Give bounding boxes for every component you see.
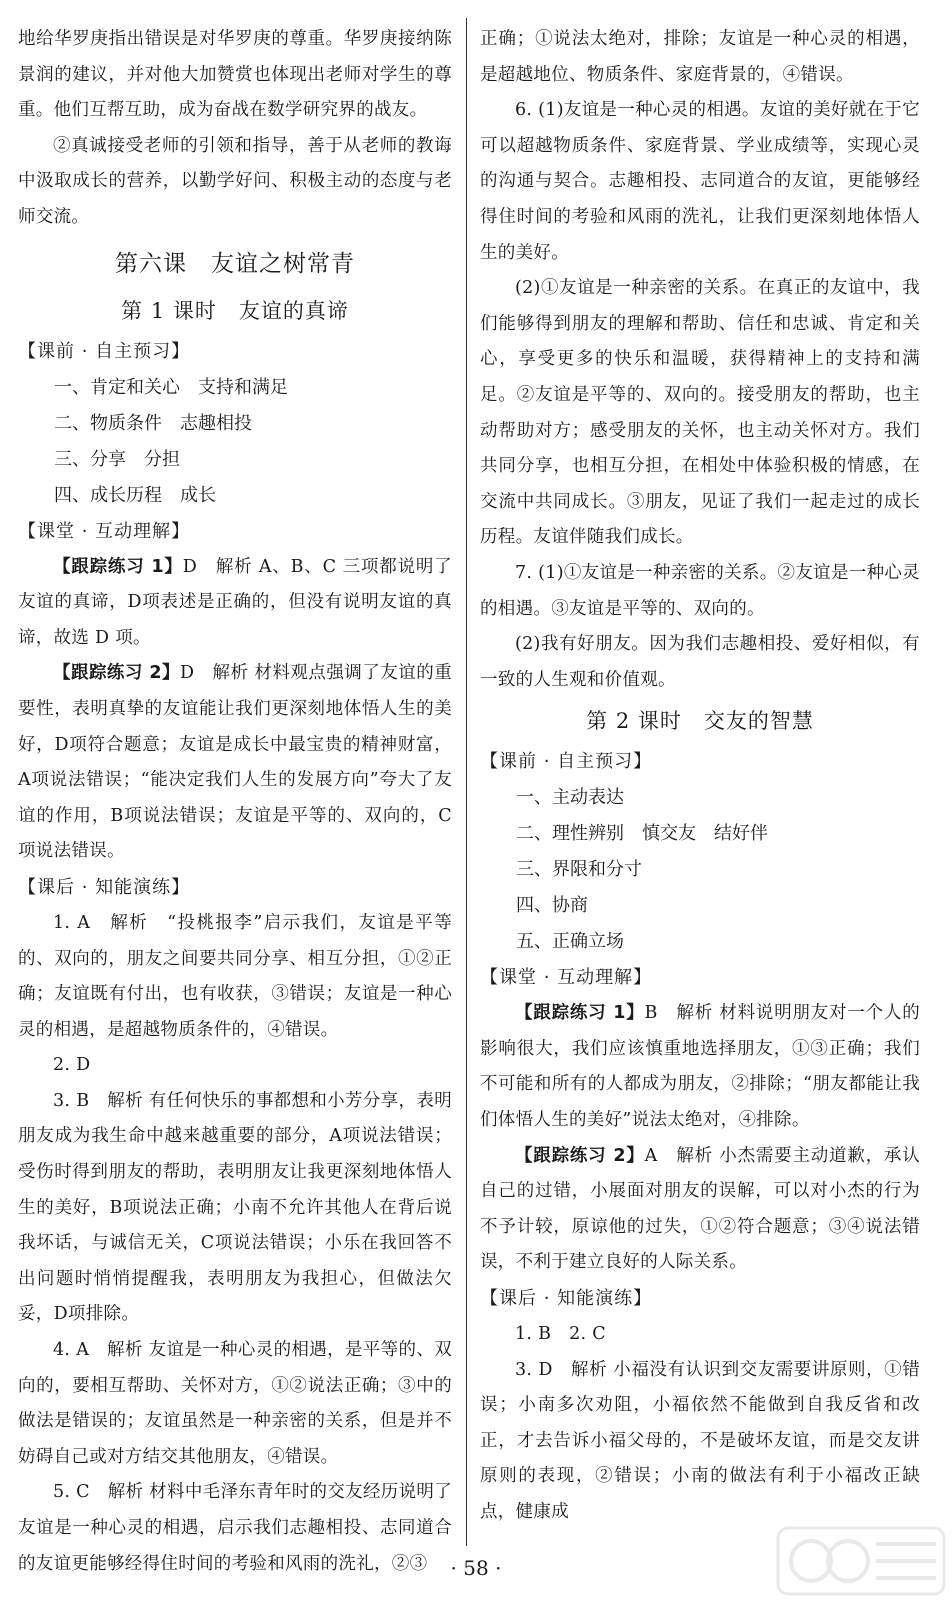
answer-3: 3. B 解析 有任何快乐的事都想和小芳分享，表明朋友成为我生命中越来越重要的部分，A项说法错误；受伤时得到朋友的帮助，表明朋友让我更深刻地体悟人生的美好，B项说法正确；小南不允许其他人在背后说我坏话，与诚信无关，C项说法错误；小乐在我回答不出问题时悄悄提醒我，表明朋友为我担心，但做法欠妥，D项排除。: [18, 1090, 452, 1325]
track-exercise-1: [18, 550, 452, 657]
answer-6-part-1: 6. (1)友谊是一种心灵的相遇。友谊的美好就在于它可以超越物质条件、家庭背景、学业成绩等，实现心灵的沟通与契合。志趣相投、志同道合的友谊，更能够经得住时间的考验和风雨的洗礼，让我们更深刻地体悟人生的美好。: [480, 100, 920, 263]
answer-2-1-2: 1. B 2. C: [515, 1324, 606, 1345]
pre-item-2: 二、物质条件 志趣相投: [54, 412, 252, 434]
track-2-1-text: B 解析 材料说明朋友对一个人的影响很大，我们应该慎重地选择朋友，①③正确；我们不可能和所有的人都成为朋友，②排除；“朋友都能让我们体悟人生的美好”说法太绝对，④排除。: [480, 1003, 920, 1131]
pre-item-1: 一、肯定和关心 支持和满足: [54, 376, 288, 398]
column-divider: [466, 18, 467, 1546]
answer-2: 2. D: [53, 1055, 91, 1076]
section-pre-study: 【课前 · 自主预习】: [18, 340, 191, 362]
pre-item-2-2: 二、理性辨别 慎交友 结好伴: [516, 823, 768, 845]
track-exercise-2-2: [480, 1139, 920, 1281]
right-column: [480, 22, 920, 1531]
answer-7-part-1: 7. (1)①友谊是一种亲密的关系。②友谊是一种心灵的相遇。③友谊是平等的、双向的。: [480, 562, 920, 619]
pre-item-2-3: 三、界限和分寸: [516, 859, 642, 881]
left-column: [18, 22, 452, 1582]
section-classroom: 【课堂 · 互动理解】: [18, 520, 191, 542]
watermark-logo-icon: [776, 1526, 946, 1596]
track-2-1-label: 【跟踪练习 1】: [515, 1003, 645, 1024]
pre-item-2-5: 五、正确立场: [516, 931, 624, 953]
page-number: · 58 ·: [450, 1556, 502, 1580]
track-exercise-2-1: [480, 996, 920, 1138]
track-2-text: D 解析 材料观点强调了友谊的重要性，表明真挚的友谊能让我们更深刻地体悟人生的美好，D项符合题意；友谊是成长中最宝贵的精神财富，A项说法错误；“能决定我们人生的发展方向”夸大了友谊的作用，B项说法错误；友谊是平等的、双向的，C项说法错误。: [18, 663, 452, 862]
answer-7-part-2: (2)我有好朋友。因为我们志趣相投、爱好相似，有一致的人生观和价值观。: [480, 634, 920, 690]
answer-6-part-2: (2)①友谊是一种亲密的关系。在真正的友谊中，我们能够得到朋友的理解和帮助、信任和忠诚、肯定和关心，享受更多的快乐和温暖，获得精神上的支持和满足。②友谊是平等的、双向的。接受朋友的帮助，也主动帮助对方；感受朋友的关怀，也主动关怀对方。我们共同分享，也相互分担，在相处中体验积极的情感，在交流中共同成长。③朋友，见证了我们一起走过的成长历程。友谊伴随我们成长。: [480, 278, 920, 548]
pre-item-4: 四、成长历程 成长: [54, 484, 216, 506]
intro-paragraph-1: 地给华罗庚指出错误是对华罗庚的尊重。华罗庚接纳陈景润的建议，并对他大加赞赏也体现出老师对学生的尊重。他们互帮互助，成为奋战在数学研究界的战友。: [18, 29, 452, 121]
section-pre-study-2: 【课前 · 自主预习】: [480, 751, 653, 773]
track-2-2-text: A 解析 小杰需要主动道歉，承认自己的过错，小展面对朋友的误解，可以对小杰的行为不予计较，原谅他的过失，①②符合题意；③④说法错误，不利于建立良好的人际关系。: [480, 1145, 920, 1273]
track-exercise-2: [18, 656, 452, 870]
section-classroom-2: 【课堂 · 互动理解】: [480, 967, 653, 989]
track-2-2-label: 【跟踪练习 2】: [515, 1145, 645, 1166]
period-2-title: 第 2 课时 交友的智慧: [586, 709, 814, 734]
pre-item-2-1: 一、主动表达: [516, 787, 624, 809]
answer-4: 4. A 解析 友谊是一种心灵的相遇，是平等的、双向的，要相互帮助、关怀对方，①②说法正确；③中的做法是错误的；友谊虽然是一种亲密的关系，但是并不妨碍自己或对方结交其他朋友，④错误。: [18, 1340, 452, 1467]
answer-2-3: 3. D 解析 小福没有认识到交友需要讲原则，①错误；小南多次劝阻，小福依然不能做到自我反省和改正，才去告诉小福父母的，不是破坏友谊，而是交友讲原则的表现，②错误；小南的做法有利于小福改正缺点，健康成: [480, 1359, 920, 1522]
answer-5: 5. C 解析 材料中毛泽东青年时的交友经历说明了友谊是一种心灵的相遇，启示我们志趣相投、志同道合的友谊更能够经得住时间的考验和风雨的洗礼，②③: [18, 1482, 452, 1574]
section-after-class-2: 【课后 · 知能演练】: [480, 1288, 653, 1310]
period-1-title: 第 1 课时 友谊的真谛: [121, 298, 349, 323]
track-1-label: 【跟踪练习 1】: [53, 556, 183, 577]
pre-item-3: 三、分享 分担: [54, 448, 180, 470]
track-1-text: D 解析 A、B、C 三项都说明了友谊的真谛，D项表述是正确的，但没有说明友谊的真谛，故选 D 项。: [18, 556, 452, 648]
track-2-label: 【跟踪练习 2】: [53, 663, 181, 684]
pre-item-2-4: 四、协商: [516, 895, 588, 917]
intro-paragraph-2: ②真诚接受老师的引领和指导，善于从老师的教诲中汲取成长的营养，以勤学好问、积极主动的态度与老师交流。: [18, 135, 452, 227]
answer-1: 1. A 解析 “投桃报李”启示我们，友谊是平等的、双向的，朋友之间要共同分享、相互分担，①②正确；友谊既有付出，也有收获，③错误；友谊是一种心灵的相遇，是超越物质条件的，④错误。: [18, 912, 452, 1040]
lesson-title: 第六课 友谊之树常青: [115, 250, 355, 277]
section-after-class: 【课后 · 知能演练】: [18, 876, 191, 898]
answer-5-continued: 正确；①说法太绝对，排除；友谊是一种心灵的相遇，是超越地位、物质条件、家庭背景的，④错误。: [480, 29, 920, 85]
